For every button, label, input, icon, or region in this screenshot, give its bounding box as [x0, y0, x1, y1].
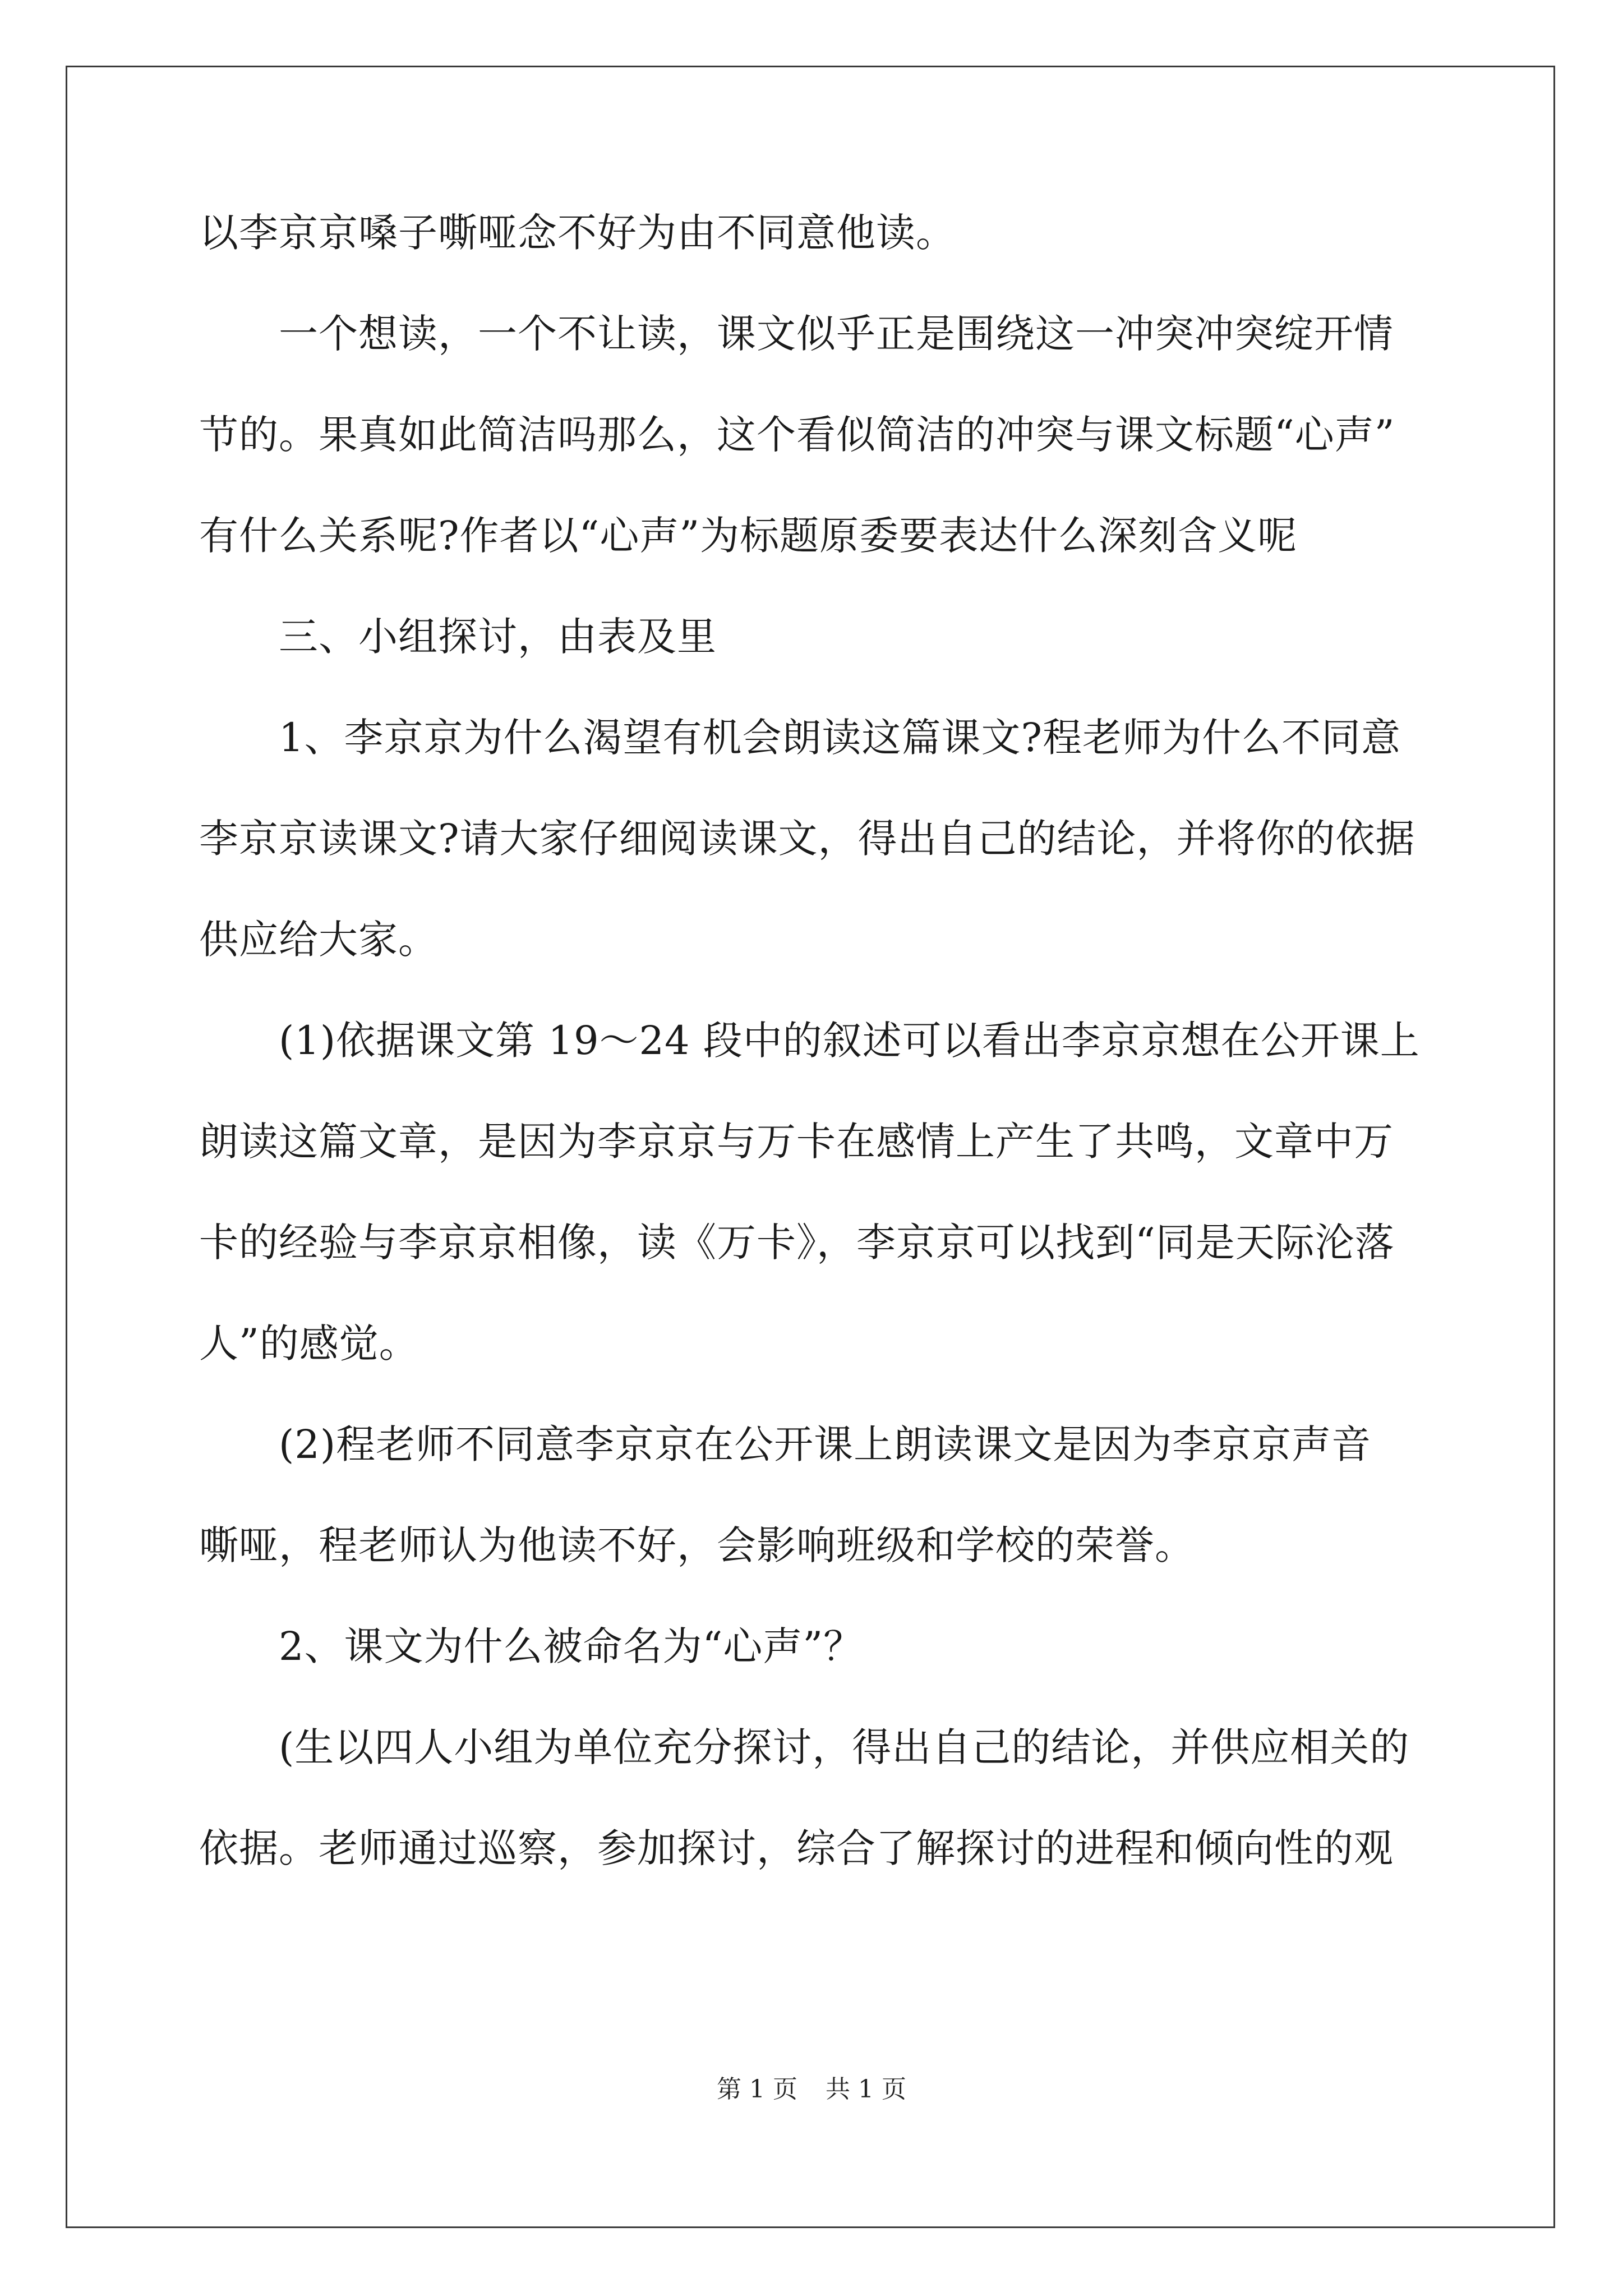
text-line: 卡的经验与李京京相像，读《万卡》，李京京可以找到“同是天际沦落 [199, 1220, 1395, 1266]
text-line: (2)程老师不同意李京京在公开课上朗读课文是因为李京京声音 [199, 1421, 1372, 1467]
text-line: 节的。果真如此简洁吗那么，这个看似简洁的冲突与课文标题“心声” [199, 412, 1395, 458]
text-line: 以李京京嗓子嘶哑念不好为由不同意他读。 [199, 210, 956, 256]
text-line: 供应给大家。 [199, 917, 438, 963]
text-line: 人”的感觉。 [199, 1320, 419, 1366]
page-number: 第 1 页 [717, 2075, 797, 2104]
text-line: 2、课文为什么被命名为“心声”？ [199, 1623, 864, 1669]
text-line: 依据。老师通过巡察，参加探讨，综合了解探讨的进程和倾向性的观 [199, 1825, 1394, 1871]
text-line: 朗读这篇文章，是因为李京京与万卡在感情上产生了共鸣，文章中万 [199, 1119, 1394, 1165]
text-line: 嘶哑，程老师认为他读不好，会影响班级和学校的荣誉。 [199, 1522, 1195, 1568]
page-footer [0, 2073, 1623, 2106]
text-line: 1、李京京为什么渴望有机会朗读这篇课文?程老师为什么不同意 [199, 715, 1401, 761]
page-total: 共 1 页 [826, 2075, 906, 2104]
text-line: 一个想读，一个不让读，课文似乎正是围绕这一冲突冲突绽开情 [199, 311, 1394, 357]
text-line: 有什么关系呢?作者以“心声”为标题原委要表达什么深刻含义呢 [199, 513, 1298, 559]
section-heading: 三、小组探讨，由表及里 [199, 614, 717, 660]
text-line: 李京京读课文?请大家仔细阅读课文，得出自己的结论，并将你的依据 [199, 816, 1415, 862]
text-line: (1)依据课文第 19～24 段中的叙述可以看出李京京想在公开课上 [199, 1018, 1420, 1064]
text-line: (生以四人小组为单位充分探讨，得出自己的结论，并供应相关的 [199, 1724, 1410, 1770]
